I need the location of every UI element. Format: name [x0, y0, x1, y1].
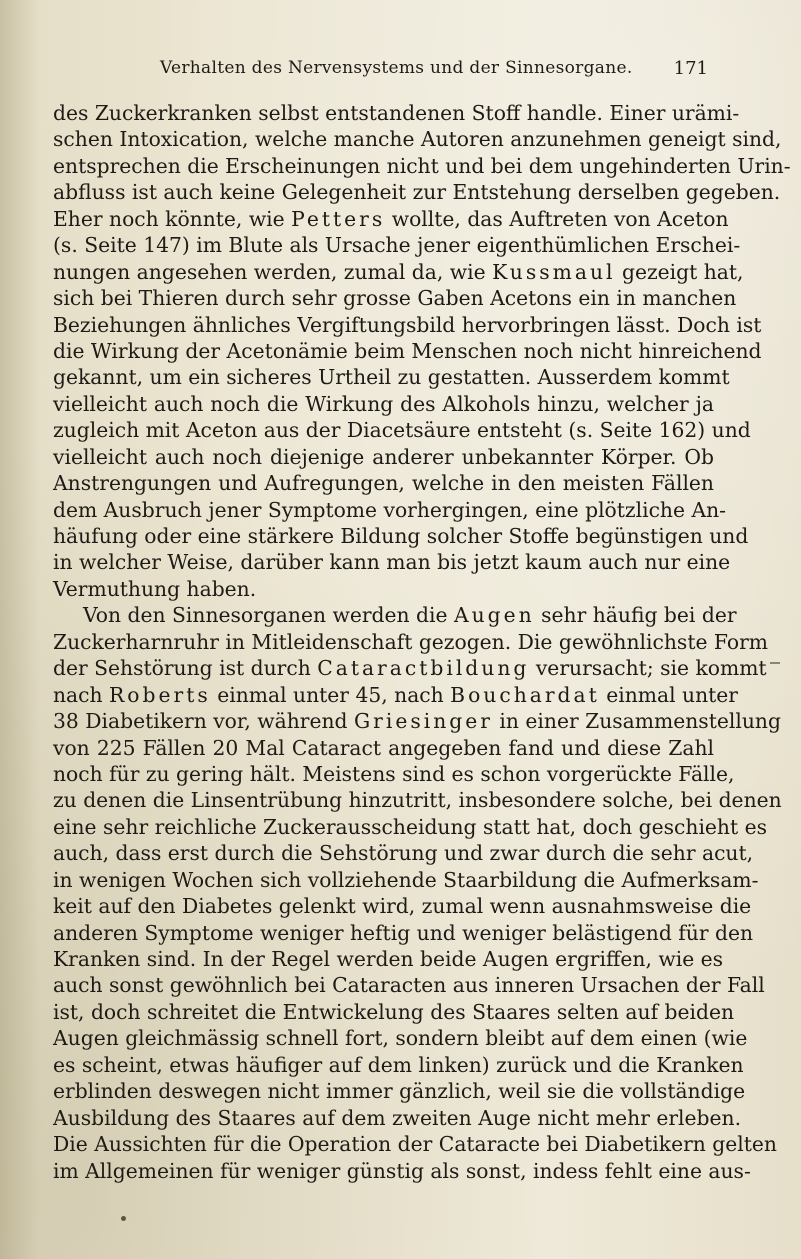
margin-mark — [770, 662, 780, 664]
text-line: Ausbildung des Staares auf dem zweiten Auge nicht mehr erleben. — [53, 1105, 742, 1130]
text-line: eine sehr reichliche Zuckerausscheidung statt hat, doch geschieht es — [53, 814, 768, 839]
text-line: es scheint, etwas häufiger auf dem linken) zurück und die Kranken — [53, 1052, 744, 1077]
text-line: Die Aussichten für die Operation der Cataracte bei Diabetikern gelten — [53, 1132, 777, 1157]
text-line: zu denen die Linsentrübung hinzutritt, insbesondere solche, bei denen — [53, 788, 782, 813]
page-edge-shadow — [0, 0, 40, 1259]
text-line: dem Ausbruch jener Symptome vorhergingen, eine plötzliche An- — [53, 497, 727, 522]
text-segment: der Sehstörung ist durch — [53, 656, 318, 681]
text-line: anderen Symptome weniger heftig und weniger belästigend für den — [53, 920, 754, 945]
text-segment: Eher noch könnte, wie — [53, 206, 292, 231]
emphasized-name: Cataractbildung — [317, 656, 530, 681]
text-line — [53, 655, 767, 681]
text-segment: einmal unter — [599, 682, 739, 707]
text-line: erblinden deswegen nicht immer gänzlich, weil sie die vollständige — [53, 1079, 746, 1104]
text-line — [53, 206, 729, 232]
ink-speck — [121, 1216, 126, 1221]
emphasized-name: Augen — [453, 603, 535, 628]
text-segment: 38 Diabetikern vor, während — [53, 709, 354, 734]
text-segment: verursacht; sie kommt — [529, 656, 767, 681]
text-segment: wollte, das Auftreten von Aceton — [385, 206, 729, 231]
text-line: des Zuckerkranken selbst entstandenen Stoff handle. Einer urämi- — [53, 101, 740, 125]
text-line: Vermuthung haben. — [53, 576, 257, 601]
text-line: vielleicht auch noch diejenige anderer unbekannter Körper. Ob — [53, 444, 714, 469]
body-text — [53, 100, 791, 1184]
text-line: auch sonst gewöhnlich bei Cataracten aus inneren Ursachen der Fall — [53, 973, 765, 998]
text-line: in wenigen Wochen sich vollziehende Staarbildung die Aufmerksam- — [53, 867, 759, 892]
text-line — [53, 708, 781, 734]
text-line: Augen gleichmässig schnell fort, sondern bleibt auf dem einen (wie — [53, 1026, 748, 1051]
text-segment: Von den Sinnesorganen werden die — [83, 603, 454, 628]
text-segment: nungen angesehen werden, zumal da, wie — [53, 259, 493, 284]
running-header — [160, 58, 708, 88]
text-line — [53, 682, 739, 708]
text-line: häufung oder eine stärkere Bildung solcher Stoffe begünstigen und — [53, 524, 749, 548]
text-line: auch, dass erst durch die Sehstörung und zwar durch die sehr acut, — [53, 841, 754, 866]
text-line: abfluss ist auch keine Gelegenheit zur Entstehung derselben gegeben. — [53, 180, 781, 205]
text-line: Zuckerharnruhr in Mitleidenschaft gezogen. Die gewöhnlichste Form — [53, 629, 769, 654]
text-line: zugleich mit Aceton aus der Diacetsäure entsteht (s. Seite 162) und — [53, 418, 751, 443]
text-segment: in einer Zusammenstellung — [492, 709, 781, 734]
text-line: Beziehungen ähnliches Vergiftungsbild hervorbringen lässt. Doch ist — [53, 312, 762, 337]
page-number: 171 — [673, 58, 708, 79]
text-line: noch für zu gering hält. Meistens sind es schon vorgerückte Fälle, — [53, 761, 735, 786]
emphasized-name: Kussmaul — [492, 259, 616, 284]
emphasized-name: Petters — [291, 206, 386, 231]
text-line — [53, 259, 744, 285]
text-line: sich bei Thieren durch sehr grosse Gaben Acetons ein in manchen — [53, 286, 737, 311]
text-line: im Allgemeinen für weniger günstig als sonst, indess fehlt eine aus- — [53, 1158, 751, 1183]
emphasized-name: Griesinger — [353, 709, 493, 734]
text-line: keit auf den Diabetes gelenkt wird, zumal wenn ausnahmsweise die — [53, 894, 752, 919]
emphasized-name: Bouchardat — [450, 682, 600, 707]
text-line: (s. Seite 147) im Blute als Ursache jener eigenthümlichen Erschei- — [53, 233, 741, 258]
text-line: Kranken sind. In der Regel werden beide Augen ergriffen, wie es — [53, 947, 724, 971]
text-line: vielleicht auch noch die Wirkung des Alkohols hinzu, welcher ja — [53, 391, 714, 416]
text-line: die Wirkung der Acetonämie beim Menschen noch nicht hinreichend — [53, 338, 762, 363]
text-line: schen Intoxication, welche manche Autoren anzunehmen geneigt sind, — [53, 127, 782, 152]
text-line: von 225 Fällen 20 Mal Cataract angegeben fand und diese Zahl — [53, 735, 714, 760]
text-line: Anstrengungen und Aufregungen, welche in den meisten Fällen — [53, 471, 714, 496]
text-line: ist, doch schreitet die Entwickelung des Staares selten auf beiden — [53, 999, 735, 1024]
text-line: entsprechen die Erscheinungen nicht und bei dem ungehinderten Urin- — [53, 153, 791, 178]
text-segment: sehr häufig bei der — [534, 603, 737, 628]
emphasized-name: Roberts — [109, 682, 211, 707]
text-segment: einmal unter 45, nach — [210, 682, 451, 707]
text-line: gekannt, um ein sicheres Urtheil zu gestatten. Ausserdem kommt — [53, 365, 730, 390]
text-line: in welcher Weise, darüber kann man bis jetzt kaum auch nur eine — [53, 550, 731, 575]
text-line — [53, 602, 737, 628]
text-segment: gezeigt hat, — [615, 259, 744, 284]
text-segment: nach — [53, 682, 110, 707]
running-title: Verhalten des Nervensystems und der Sinnesorgane. — [160, 58, 633, 78]
